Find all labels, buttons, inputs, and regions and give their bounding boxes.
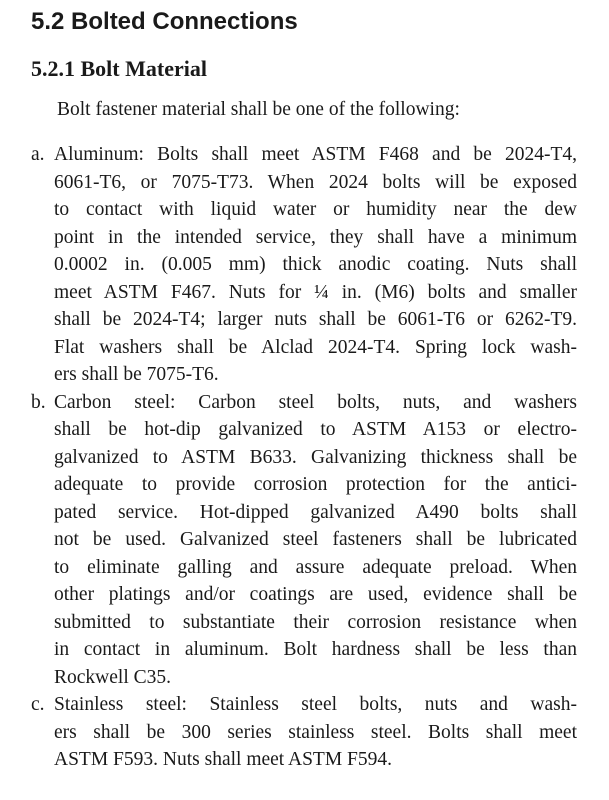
text-line: Rockwell C35. — [54, 666, 171, 688]
list-marker: c. — [31, 694, 45, 715]
text-line: pated service. Hot-dipped galvanized A490 bolts shall — [54, 501, 577, 523]
text-line: other platings and/or coatings are used, evidence shall be — [54, 584, 577, 605]
list-item-stainless-steel — [31, 691, 577, 774]
subsection-heading: 5.2.1 Bolt Material — [31, 56, 207, 81]
text-line: 6061-T6, or 7075-T73. When 2024 bolts will be exposed — [54, 171, 577, 193]
list-item-aluminum — [31, 141, 577, 389]
text-line: Stainless steel: Stainless steel bolts, nuts and wash- — [54, 694, 577, 715]
text-line: Aluminum: Bolts shall meet ASTM F468 and be 2024-T4, — [54, 144, 577, 165]
list-item-carbon-steel — [31, 389, 577, 692]
text-line: ASTM F593. Nuts shall meet ASTM F594. — [54, 749, 393, 770]
section-heading: 5.2 Bolted Connections — [31, 8, 298, 35]
text-line: to eliminate galling and assure adequate preload. When — [54, 556, 577, 578]
list-marker: b. — [31, 391, 46, 413]
text-line: not be used. Galvanized steel fasteners shall be lubricated — [54, 529, 577, 550]
intro-paragraph: Bolt fastener material shall be one of the following: — [57, 99, 460, 120]
text-line: Carbon steel: Carbon steel bolts, nuts, and washers — [54, 391, 577, 413]
text-line: adequate to provide corrosion protection for the antici- — [54, 474, 577, 495]
text-line: to contact with liquid water or humidity near the dew — [54, 199, 577, 220]
text-line: submitted to substantiate their corrosion resistance when — [54, 611, 577, 633]
text-line: ers shall be 7075-T6. — [54, 364, 219, 385]
material-list — [31, 141, 577, 774]
text-line: ers shall be 300 series stainless steel. Bolts shall meet — [54, 721, 577, 743]
text-line: shall be hot-dip galvanized to ASTM A153 or electro- — [54, 419, 577, 440]
text-line: point in the intended service, they shall have a minimum — [54, 226, 577, 248]
list-marker: a. — [31, 144, 45, 165]
text-line: in contact in aluminum. Bolt hardness shall be less than — [54, 639, 577, 660]
text-line: Flat washers shall be Alclad 2024-T4. Spring lock wash- — [54, 336, 577, 358]
text-line: meet ASTM F467. Nuts for ¼ in. (M6) bolts and smaller — [54, 281, 577, 303]
text-line: shall be 2024-T4; larger nuts shall be 6061-T6 or 6262-T9. — [54, 309, 577, 330]
text-line: galvanized to ASTM B633. Galvanizing thickness shall be — [54, 446, 577, 468]
text-line: 0.0002 in. (0.005 mm) thick anodic coating. Nuts shall — [54, 254, 577, 275]
